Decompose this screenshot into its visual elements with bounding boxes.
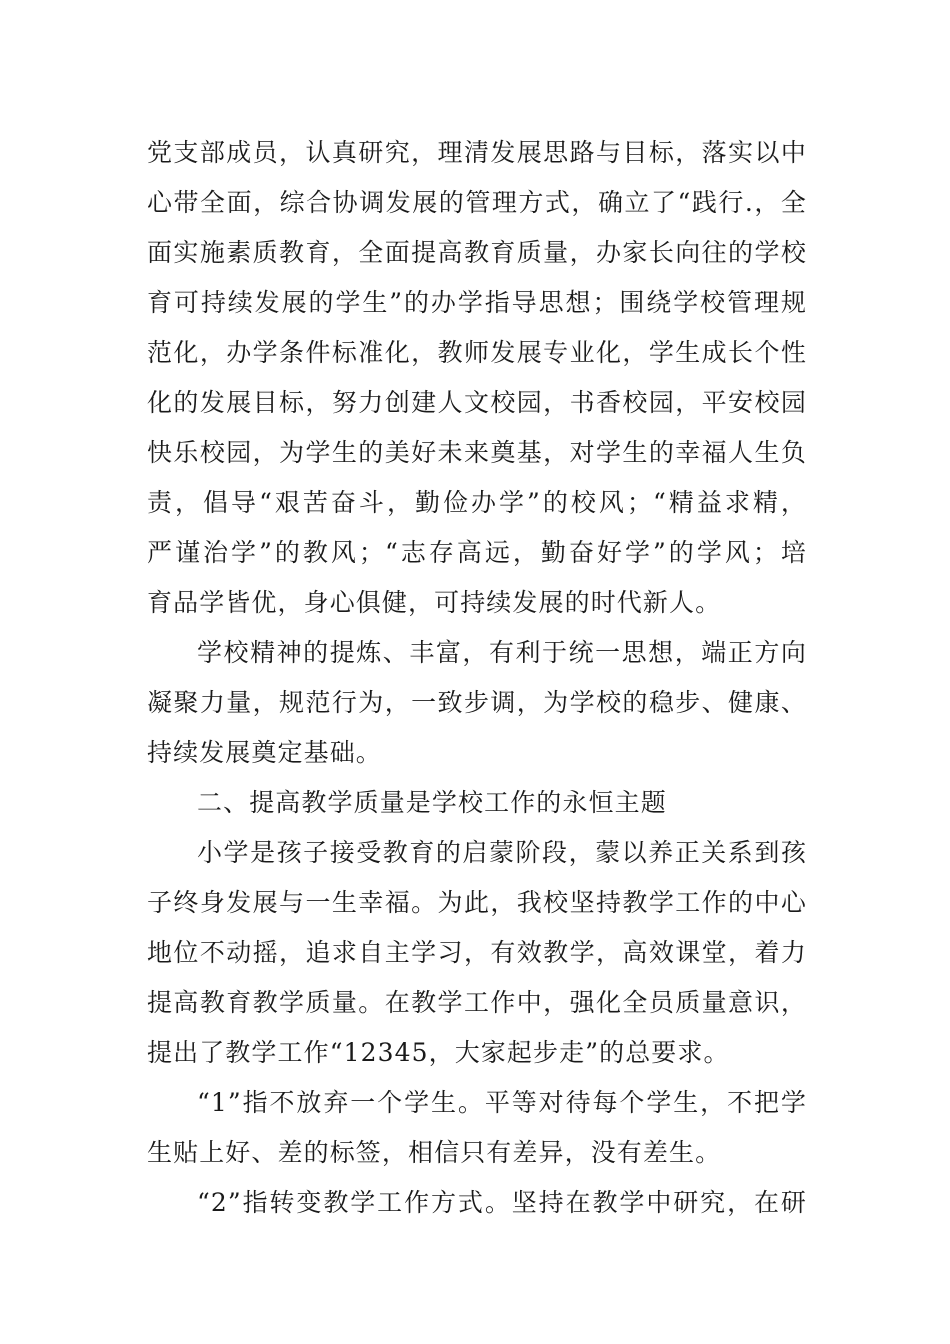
text-line: 快乐校园，为学生的美好未来奠基，对学生的幸福人生负 [147, 438, 807, 467]
text-line: 育品学皆优，身心俱健，可持续发展的时代新人。 [147, 588, 722, 617]
text-line: “1”指不放弃一个学生。平等对待每个学生，不把学 [197, 1088, 807, 1117]
document-page [147, 128, 807, 1228]
text-line: 提高教育教学质量。在教学工作中，强化全员质量意识， [147, 988, 807, 1017]
text-line: 党支部成员，认真研究，理清发展思路与目标，落实以中 [147, 138, 807, 167]
text-line: 凝聚力量，规范行为，一致步调，为学校的稳步、健康、 [147, 688, 807, 717]
text-line: 生贴上好、差的标签，相信只有差异，没有差生。 [147, 1138, 722, 1167]
text-line: “2”指转变教学工作方式。坚持在教学中研究，在研 [197, 1188, 807, 1217]
section-heading: 二、提高教学质量是学校工作的永恒主题 [197, 788, 667, 817]
text-line: 学校精神的提炼、丰富，有利于统一思想，端正方向 [197, 638, 807, 667]
text-line: 子终身发展与一生幸福。为此，我校坚持教学工作的中心 [147, 888, 807, 917]
text-line: 地位不动摇，追求自主学习，有效教学，高效课堂，着力 [147, 938, 807, 967]
text-line: 范化，办学条件标准化，教师发展专业化，学生成长个性 [147, 338, 807, 367]
text-line: 育可持续发展的学生”的办学指导思想；围绕学校管理规 [147, 288, 807, 317]
text-line: 提出了教学工作“12345，大家起步走”的总要求。 [147, 1038, 730, 1067]
text-line: 面实施素质教育，全面提高教育质量，办家长向往的学校 [147, 238, 807, 267]
text-line: 化的发展目标，努力创建人文校园，书香校园，平安校园 [147, 388, 807, 417]
text-line: 责，倡导“艰苦奋斗，勤俭办学”的校风；“精益求精， [147, 488, 807, 517]
text-line: 心带全面，综合协调发展的管理方式，确立了“践行.，全 [147, 188, 807, 217]
text-line: 持续发展奠定基础。 [147, 738, 382, 767]
text-line: 小学是孩子接受教育的启蒙阶段，蒙以养正关系到孩 [197, 838, 807, 867]
text-line: 严谨治学”的教风；“志存高远，勤奋好学”的学风；培 [147, 538, 807, 567]
